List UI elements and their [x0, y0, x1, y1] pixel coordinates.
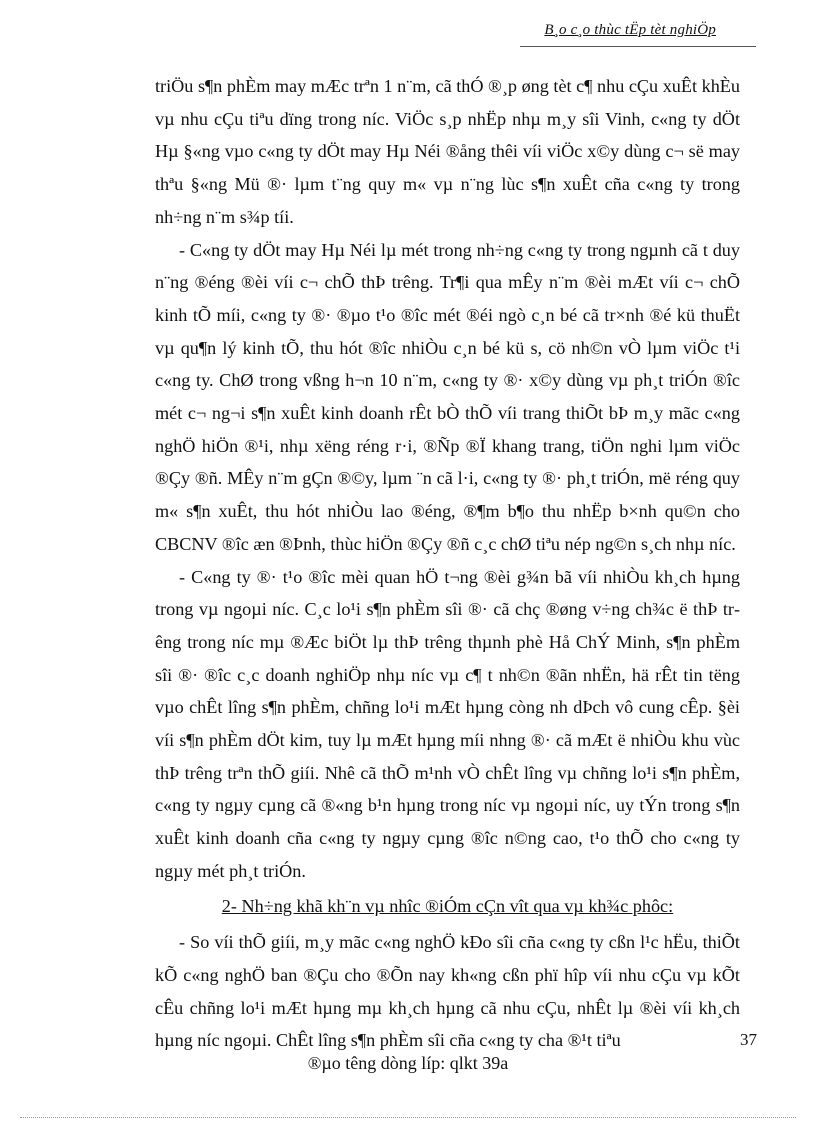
footer-author-line: ®µo têng dòng líp: qlkt 39a: [307, 1053, 509, 1073]
header-rule: [520, 46, 756, 47]
paragraph-4: - So víi thÕ giíi, m¸y mãc c«ng nghÖ kÐo sîi cña c«ng ty cßn l¹c hËu, thiÕt kÕ c«ng nghÖ ban ®Çu cho ®Õn nay kh«ng cßn phï hîp víi nhu cÇu vµ kÕt cÊu chñng lo¹i mÆt hµng mµ kh¸ch hµng cã nhu cÇu, nhÊt lµ ®èi víi kh¸ch hµng níc ngoµi. ChÊt lîng s¶n phÈm sîi cña c«ng ty cha ®¹t tiªu: [155, 932, 740, 1051]
bottom-border: [20, 1117, 796, 1118]
section-heading: 2- Nh÷ng khã kh¨n vµ nhîc ®iÓm cÇn vît qua vµ kh¾c phôc:: [221, 895, 674, 916]
page-number: 37: [740, 1030, 757, 1049]
paragraph-2: - C«ng ty dÖt may Hµ Néi lµ mét trong nh÷ng c«ng ty trong ngµnh cã t duy n¨ng ®éng ®èi víi c¬ chÕ thÞ trêng. Tr¶i qua mÊy n¨m ®èi mÆt víi c¬ chÕ kinh tÕ míi, c«ng ty ®· ®µo t¹o ®îc mét ®éi ngò c¸n bé cã tr×nh ®é kü thuËt vµ qu¶n lý kinh tÕ, thu hót ®îc nhiÒu c¸n bé kü s, cö nh©n vÒ lµm viÖc t¹i c«ng ty. ChØ trong vßng h¬n 10 n¨m, c«ng ty ®· x©y dùng vµ ph¸t triÓn ®îc mét c¬ ng¬i s¶n xuÊt kinh doanh rÊt bÒ thÕ víi trang thiÕt bÞ m¸y mãc c«ng nghÖ hiÖn ®¹i, nhµ xëng réng r·i, ®Ñp ®Ï khang trang, tiÖn nghi lµm viÖc ®Çy ®ñ. MÊy n¨m gÇn ®©y, lµm ¨n cã l·i, c«ng ty ®· ph¸t triÓn, më réng quy m« s¶n xuÊt, thu hót nhiÒu lao ®éng, ®¶m b¶o thu nhËp b×nh qu©n cho CBCNV ®îc æn ®Þnh, thùc hiÖn ®Çy ®ñ c¸c chØ tiªu nép ng©n s¸ch nhµ níc.: [155, 239, 740, 554]
running-header: B¸o c¸o thùc tËp tèt nghiÖp: [544, 22, 716, 38]
body-text: [155, 70, 740, 1057]
paragraph-1: triÖu s¶n phÈm may mÆc trªn 1 n¨m, cã thÓ ®¸p øng tèt c¶ nhu cÇu xuÊt khÈu vµ nhu cÇu tiªu dïng trong níc. ViÖc s¸p nhËp nhµ m¸y sîi Vinh, c«ng ty dÖt Hµ §«ng vµo c«ng ty dÖt may Hµ Néi ®ång thêi víi viÖc x©y dùng c¬ së may thªu §«ng Mü ®· lµm t¨ng quy m« vµ n¨ng lùc s¶n xuÊt cña c«ng ty trong nh÷ng n¨m s¾p tíi.: [155, 76, 740, 227]
paragraph-3: - C«ng ty ®· t¹o ®îc mèi quan hÖ t¬ng ®èi g¾n bã víi nhiÒu kh¸ch hµng trong vµ ngoµi níc. C¸c lo¹i s¶n phÈm sîi ®· cã chç ®øng v÷ng ch¾c ë thÞ trêng trong níc mµ ®Æc biÖt lµ thÞ trêng thµnh phè Hå ChÝ Minh, s¶n phÈm sîi ®· ®îc c¸c doanh nghiÖp nhµ níc vµ c¶ t nh©n ®ãn nhËn, hä rÊt tin tëng vµo chÊt lîng s¶n phÈm, chñng lo¹i mÆt hµng còng nh dÞch vô cung cÊp. §èi víi s¶n phÈm dÖt kim, tuy lµ mÆt hµng míi nhng ®· cã mÆt ë nhiÒu khu vùc thÞ trêng trªn thÕ giíi. Nhê cã thÕ m¹nh vÒ chÊt lîng vµ chñng lo¹i s¶n phÈm, c«ng ty ngµy cµng cã ®«ng b¹n hµng trong níc vµ ngoµi níc, uy tÝn trong s¶n xuÊt kinh doanh cña c«ng ty ngµy cµng ®îc n©ng cao, t¹o thÕ cho c«ng ty ngµy mét ph¸t triÓn.: [155, 566, 740, 881]
